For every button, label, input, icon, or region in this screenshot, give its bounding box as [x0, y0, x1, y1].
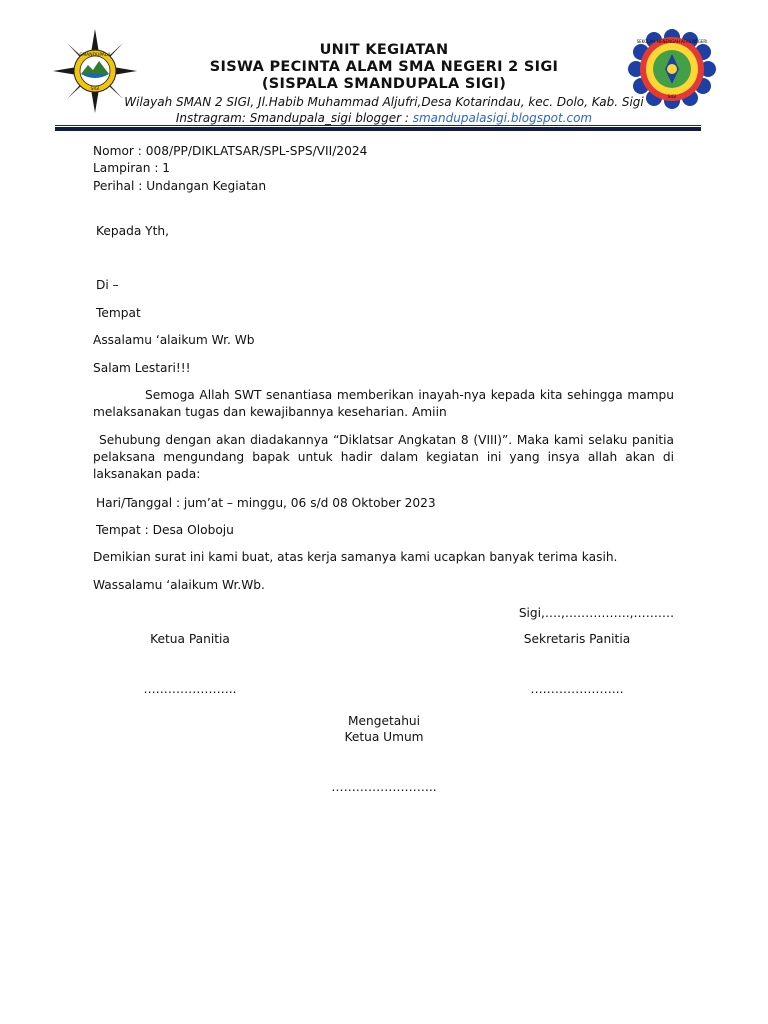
- instagram-text: Instragram: Smandupala_sigi blogger :: [175, 111, 413, 125]
- letterhead-line3: (SISPALA SMANDUPALA SIGI): [261, 76, 507, 92]
- paragraph-2: Sehubung dengan akan diadakannya “Diklatsar Angkatan 8 (VIII)”. Maka kami selaku panitia pelaksana mengundang bapak untuk hadir dalam kegiatan ini yang insya allah akan di laksanakan pada:: [93, 433, 674, 481]
- closing-paragraph: Demikian surat ini kami buat, atas kerja samanya kami ucapkan banyak terima kasih.: [93, 550, 618, 564]
- general-chairman-title: Ketua Umum: [344, 730, 424, 744]
- general-chairman-signature-line: ……………………..: [331, 780, 437, 794]
- recipient-at: Di –: [96, 278, 119, 292]
- event-place: Tempat : Desa Oloboju: [96, 523, 234, 537]
- place-date: Sigi,….,…………….,……….: [518, 606, 674, 620]
- letterhead-address: Wilayah SMAN 2 SIGI, Jl.Habib Muhammad Aljufri,Desa Kotarindau, kec. Dolo, Kab. Sigi: [124, 95, 644, 109]
- recipient-greeting: Kepada Yth,: [96, 224, 169, 238]
- acknowledged-label: Mengetahui: [347, 714, 421, 728]
- svg-text:SEKOLAH MENENGAH ATAS NEGERI: SEKOLAH MENENGAH ATAS NEGERI: [636, 39, 708, 44]
- secretary-signature-line: …………………..: [530, 682, 624, 696]
- blog-link[interactable]: smandupalasigi.blogspot.com: [412, 111, 593, 125]
- svg-text:SIGI: SIGI: [667, 95, 677, 100]
- chairman-title: Ketua Panitia: [150, 632, 230, 646]
- secretary-title: Sekretaris Panitia: [523, 632, 631, 646]
- svg-text:SMANDUPALA: SMANDUPALA: [79, 53, 111, 58]
- paragraph-1: Semoga Allah SWT senantiasa memberikan inayah-nya kepada kita sehingga mampu melaksanakan tugas dan kewajibannya keseharian. Amiin: [93, 388, 674, 419]
- letterhead-line2: SISWA PECINTA ALAM SMA NEGERI 2 SIGI: [209, 59, 559, 75]
- recipient-place: Tempat: [96, 306, 141, 320]
- opening-salutation: Assalamu ‘alaikum Wr. Wb: [93, 333, 255, 347]
- letter-attachment: Lampiran : 1: [93, 161, 171, 175]
- letterhead-rule-thin: [55, 125, 701, 126]
- closing-salutation: Wassalamu ‘alaikum Wr.Wb.: [93, 578, 265, 592]
- letter-number: Nomor : 008/PP/DIKLATSAR/SPL-SPS/VII/2024: [93, 144, 368, 158]
- chairman-signature-line: …………………..: [143, 682, 237, 696]
- event-date: Hari/Tanggal : jum’at – minggu, 06 s/d 08 Oktober 2023: [96, 496, 436, 510]
- svg-text:SIGI: SIGI: [90, 87, 100, 92]
- letter-subject: Perihal : Undangan Kegiatan: [93, 179, 267, 193]
- letterhead-rule-thick: [55, 127, 701, 131]
- letterhead-social: [0, 110, 768, 126]
- salam-lestari: Salam Lestari!!!: [93, 361, 191, 375]
- letterhead-line1: UNIT KEGIATAN: [319, 42, 449, 58]
